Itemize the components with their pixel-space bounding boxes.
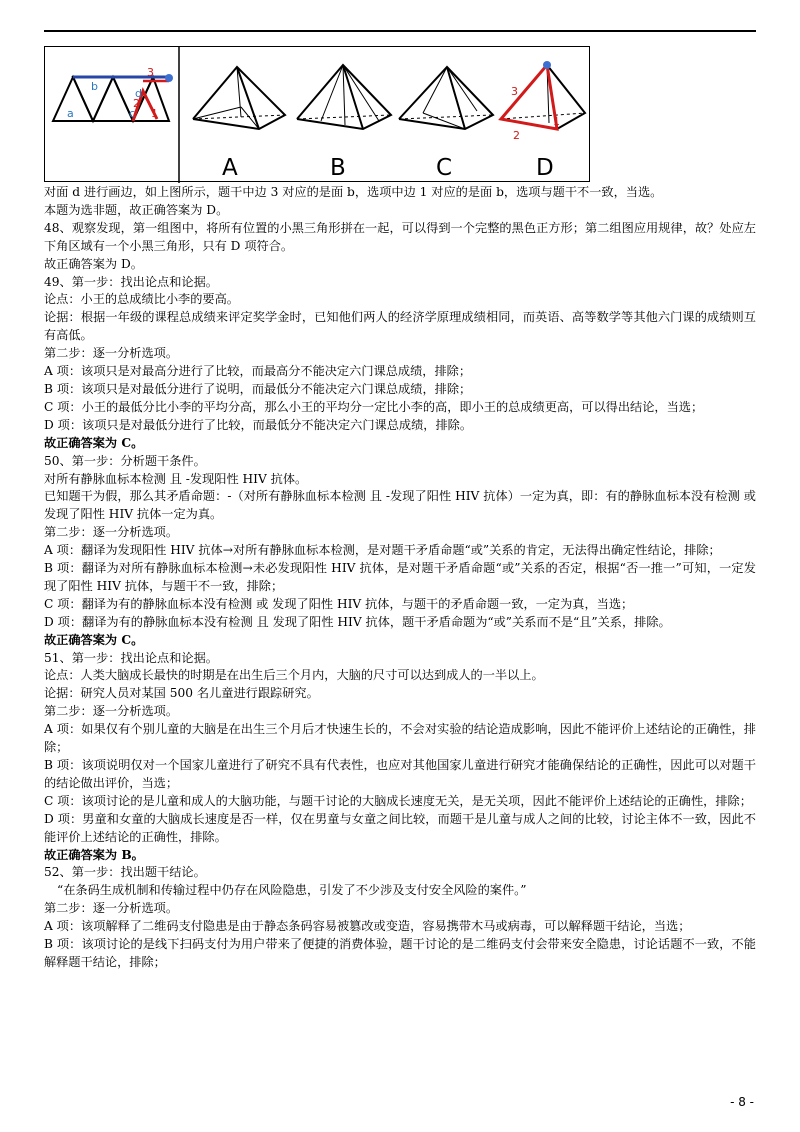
text-line: 本题为选非题，故正确答案为 D。 (44, 202, 229, 217)
text-line: 第二步：逐一分析选项。 (44, 901, 179, 916)
option-label-a: A (222, 155, 238, 181)
net-label-a: a (67, 107, 74, 120)
vertex-dot (165, 74, 173, 82)
text-line: B 项：该项只是对最低分进行了说明，而最低分不能决定六门课总成绩，排除； (44, 381, 472, 396)
text-line: 论点：小王的总成绩比小李的要高。 (44, 292, 239, 307)
net-label-2: 2 (133, 97, 140, 110)
text-line: 49、第一步：找出论点和论据。 (44, 274, 218, 289)
text-line: D 项：翻译为有的静脉血标本没有检测 且 发现了阳性 HIV 抗体，题干矛盾命题为“或”关系而不是“且”关系，排除。 (44, 614, 671, 629)
text-line: A 项：该项只是对最高分进行了比较，而最高分不能决定六门课总成绩，排除； (44, 364, 472, 379)
option-d-label-1: 1 (553, 115, 560, 128)
text-line: B 项：该项讨论的是线下扫码支付为用户带来了便捷的消费体验，题干讨论的是二维码支付会带来安全隐患，讨论话题不一致，不能解释题干结论，排除； (44, 937, 756, 969)
text-line: 故正确答案为 D。 (44, 256, 143, 271)
option-label-b: B (330, 155, 346, 181)
text-line: 已知题干为假，那么其矛盾命题：-（对所有静脉血标本检测 且 -发现了阳性 HIV 抗体）一定为真，即：有的静脉血标本没有检测 或 发现了阳性 HIV 抗体一定为真。 (44, 489, 756, 522)
header-rule (44, 30, 756, 32)
text-line: C 项：小王的最低分比小李的平均分高，那么小王的平均分一定比小李的高，即小王的总成绩更高，可以得出结论，当选； (44, 399, 704, 414)
text-line: 第二步：逐一分析选项。 (44, 704, 179, 719)
answer-line: 故正确答案为 C。 (44, 632, 144, 647)
figure-drawing (45, 47, 591, 183)
option-d-label-2: 2 (513, 129, 520, 142)
text-line: A 项：翻译为发现阳性 HIV 抗体→对所有静脉血标本检测，是对题干矛盾命题“或”关系的肯定，无法得出确定性结论，排除； (44, 543, 721, 558)
text-line: C 项：翻译为有的静脉血标本没有检测 或 发现了阳性 HIV 抗体，与题干的矛盾命题一致，一定为真，当选； (44, 596, 634, 611)
answer-line: 故正确答案为 B。 (44, 847, 144, 862)
net-label-b: b (91, 80, 98, 93)
text-line: 对面 d 进行画边，如上图所示，题干中边 3 对应的是面 b，选项中边 1 对应的是面 b，选项与题干不一致，当选。 (44, 185, 663, 199)
text-line: 第二步：逐一分析选项。 (44, 525, 179, 540)
answer-text-body (44, 184, 756, 972)
text-line: C 项：该项讨论的是儿童和成人的大脑功能，与题干讨论的大脑成长速度无关，是无关项，因此不能评价上述结论的正确性，排除； (44, 793, 752, 808)
text-line: D 项：该项只是对最低分进行了比较，而最低分不能决定六门课总成绩，排除。 (44, 417, 473, 432)
text-line: 对所有静脉血标本检测 且 -发现阳性 HIV 抗体。 (44, 471, 308, 486)
text-line: 52、第一步：找出题干结论。 (44, 865, 206, 880)
option-b-pyramid (297, 65, 391, 129)
answer-line: 故正确答案为 C。 (44, 435, 144, 450)
text-line: D 项：男童和女童的大脑成长速度是否一样，仅在男童与女童之间比较，而题干是儿童与成人之间的比较，讨论主体不一致，因此不能评价上述结论的正确性，排除。 (44, 811, 756, 844)
text-line: A 项：如果仅有个别儿童的大脑是在出生三个月后才快速生长的，不会对实验的结论造成影响，因此不能评价上述结论的正确性，排除； (44, 722, 756, 755)
option-label-c: C (436, 155, 453, 181)
option-c-pyramid (399, 67, 493, 129)
net-label-1: 1 (151, 107, 158, 120)
text-line: B 项：翻译为对所有静脉血标本检测→未必发现阳性 HIV 抗体，是对题干矛盾命题“或”关系的否定，根据“否一推一”可知，一定发现了阳性 HIV 抗体，与题干不一致，排除； (44, 561, 756, 593)
text-line: 论据：研究人员对某国 500 名儿童进行跟踪研究。 (44, 686, 319, 701)
net-label-3: 3 (147, 66, 154, 79)
text-line: 第二步：逐一分析选项。 (44, 346, 179, 361)
page-number: - 8 - (730, 1095, 754, 1109)
text-line: 论据：根据一年级的课程总成绩来评定奖学金时，已知他们两人的经济学原理成绩相同，而英语、高等数学等其他六门课的成绩则互有高低。 (44, 310, 756, 343)
option-a-pyramid (193, 67, 285, 129)
text-line: A 项：该项解释了二维码支付隐患是由于静态条码容易被篡改或变造，容易携带木马或病毒，可以解释题干结论，当选； (44, 919, 691, 934)
text-line: 50、第一步：分析题干条件。 (44, 453, 206, 468)
option-d-vertex-dot (543, 61, 551, 69)
text-line: B 项：该项说明仅对一个国家儿童进行了研究不具有代表性，也应对其他国家儿童进行研究才能确保结论的正确性，因此可以对题干的结论做出评价，当选； (44, 758, 756, 790)
net-label-c: c (129, 107, 136, 120)
text-line: “在条码生成机制和传输过程中仍存在风险隐患，引发了不少涉及支付安全风险的案件。” (57, 883, 527, 898)
text-line: 48、观察发现，第一组图中，将所有位置的小黑三角形拼在一起，可以得到一个完整的黑色正方形；第二组图应用规律，故？处应左下角区域有一个小黑三角形，只有 D 项符合。 (44, 220, 756, 253)
option-d-label-3: 3 (511, 85, 518, 98)
net-label-d: d (135, 87, 142, 100)
text-line: 论点：人类大脑成长最快的时期是在出生后三个月内，大脑的尺寸可以达到成人的一半以上。 (44, 668, 544, 683)
option-label-d: D (536, 155, 554, 181)
text-line: 51、第一步：找出论点和论据。 (44, 650, 218, 665)
question-figure (44, 46, 590, 182)
